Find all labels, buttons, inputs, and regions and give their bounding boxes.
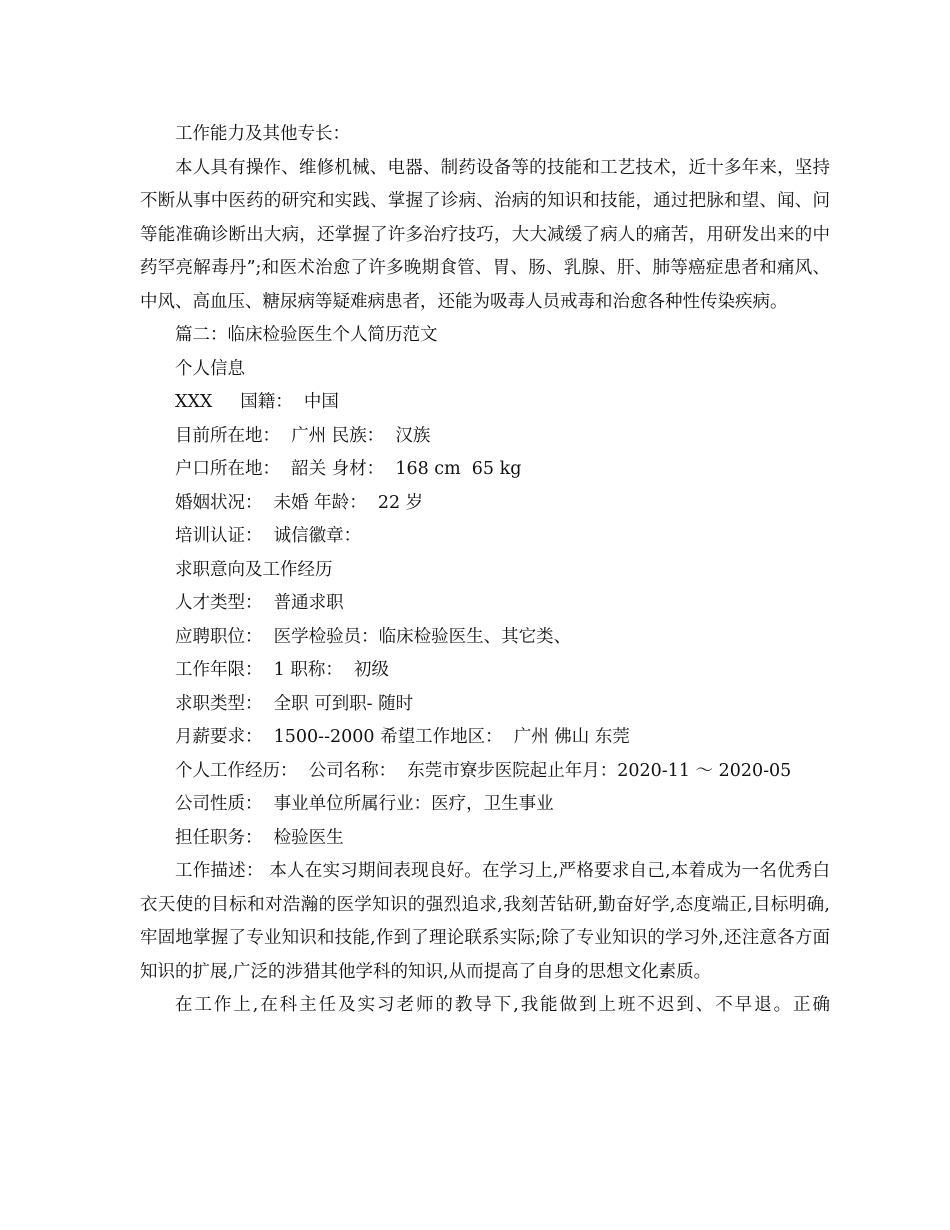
text-line: 公司性质： 事业单位所属行业：医疗，卫生事业 <box>175 794 554 814</box>
text-line: 培训认证： 诚信徽章： <box>175 526 362 546</box>
text-line: 人才类型： 普通求职 <box>175 593 344 613</box>
text-line: 求职类型： 全职 可到职- 随时 <box>175 693 414 714</box>
paragraph: 工作描述： 本人在实习期间表现良好。在学习上,严格要求自己,本着成为一名优秀白衣天使的目标和对浩瀚的医学知识的强烈追求,我刻苦钻研,勤奋好学,态度端正,目标明确,牢固地掌握了专业知识和技能,作到了理论联系实际;除了专业知识的学习外,还注意各方面知识的扩展,广泛的涉猎其他学科的知识,从而提高了自身的思想文化素质。 <box>140 861 830 982</box>
text-line: 求职意向及工作经历 <box>175 559 333 580</box>
text-line: 应聘职位： 医学检验员：临床检验医生、其它类、 <box>175 626 572 647</box>
text-line: 户口所在地： 韶关 身材： 168 cm 65 kg <box>175 459 522 479</box>
text-line: 工作年限： 1 职称： 初级 <box>175 660 389 680</box>
document-body <box>140 118 830 1023</box>
text-line: 个人信息 <box>175 358 245 379</box>
text-line: 婚姻状况： 未婚 年龄： 22 岁 <box>175 492 424 513</box>
paragraph: 在工作上,在科主任及实习老师的教导下,我能做到上班不迟到、不早退。正确 <box>175 995 830 1015</box>
text-line: XXX 国籍： 中国 <box>175 392 339 412</box>
text-line: 篇二：临床检验医生个人简历范文 <box>175 325 438 345</box>
text-line: 工作能力及其他专长： <box>175 124 350 144</box>
text-line: 担任职务： 检验医生 <box>175 827 344 848</box>
text-line: 月薪要求： 1500--2000 希望工作地区： 广州 佛山 东莞 <box>175 727 630 747</box>
paragraph: 本人具有操作、维修机械、电器、制药设备等的技能和工艺技术，近十多年来，坚持不断从事中医药的研究和实践、掌握了诊病、治病的知识和技能，通过把脉和望、闻、问等能准确诊断出大病，还掌握了许多治疗技巧，大大减缓了病人的痛苦，用研发出来的中药罕亮解毒丹”;和医术治愈了许多晚期食管、胃、肠、乳腺、肝、肺等癌症患者和痛风、中风、高血压、糖尿病等疑难病患者，还能为吸毒人员戒毒和治愈各种性传染疾病。 <box>140 157 830 312</box>
text-line: 目前所在地： 广州 民族： 汉族 <box>175 425 431 446</box>
text-line: 个人工作经历： 公司名称： 东莞市寮步医院起止年月：2020-11 ～ 2020-05 <box>175 760 792 781</box>
